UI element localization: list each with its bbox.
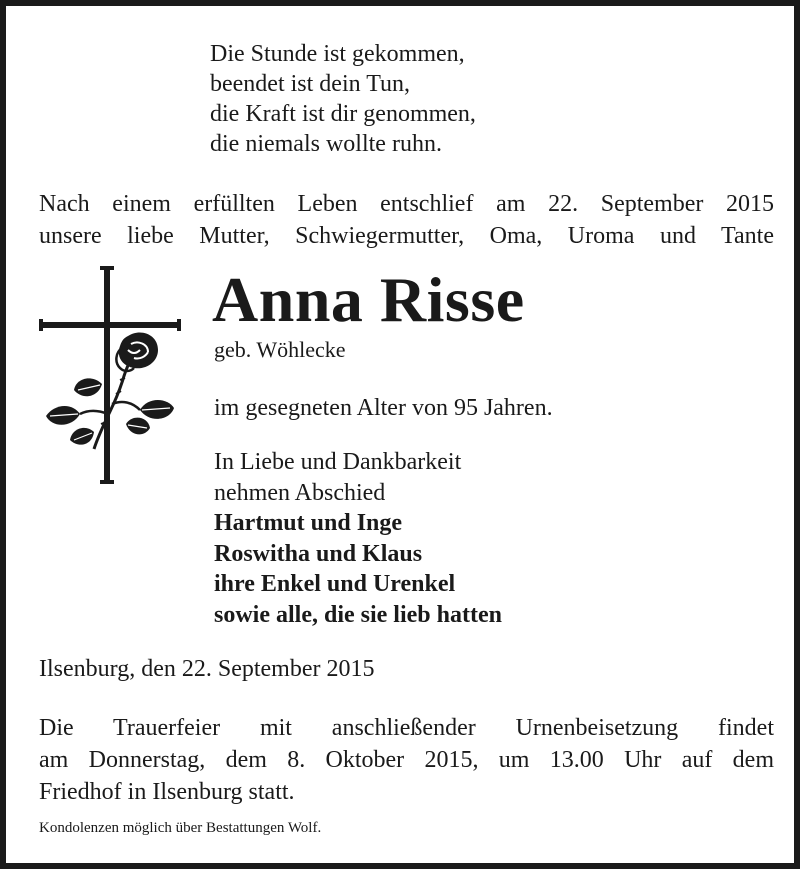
deceased-name: Anna Risse [212,264,525,335]
maiden-name: geb. Wöhlecke [214,337,346,362]
mourner-entry: Roswitha und Klaus [214,540,423,567]
announcement-intro [39,188,774,252]
funeral-line-3: Friedhof in Ilsenburg statt. [39,779,295,805]
poem [210,39,476,159]
farewell-line-1: In Liebe und Dankbarkeit [214,449,462,475]
intro-line-1: Nach einem erfüllten Leben entschlief am 22. September 2015 [39,191,774,217]
cross-with-rose-graphic [36,264,186,486]
poem-line: Die Stunde ist gekommen, [210,41,465,67]
mourner-entry: Hartmut und Inge [214,510,403,536]
mourners-list [214,508,502,630]
poem-line: die niemals wollte ruhn. [210,131,442,157]
mourner-entry: ihre Enkel und Urenkel [214,571,456,597]
cross-with-rose-icon [36,264,186,486]
farewell-line-2: nehmen Abschied [214,479,386,506]
intro-line-2: unsere liebe Mutter, Schwiegermutter, Oma, Uroma und Tante [39,223,774,249]
condolence-note: Kondolenzen möglich über Bestattungen Wolf. [39,820,322,836]
mourner-entry: sowie alle, die sie lieb hatten [214,601,502,628]
poem-line: beendet ist dein Tun, [210,71,411,97]
funeral-info [39,712,774,808]
poem-line: die Kraft ist dir genommen, [210,101,476,127]
farewell-text [214,447,461,508]
place-and-date: Ilsenburg, den 22. September 2015 [39,656,375,682]
funeral-line-1: Die Trauerfeier mit anschließender Urnenbeisetzung findet [39,715,774,741]
funeral-line-2: am Donnerstag, dem 8. Oktober 2015, um 13.00 Uhr auf dem [39,747,774,773]
age-statement: im gesegneten Alter von 95 Jahren. [214,395,553,421]
